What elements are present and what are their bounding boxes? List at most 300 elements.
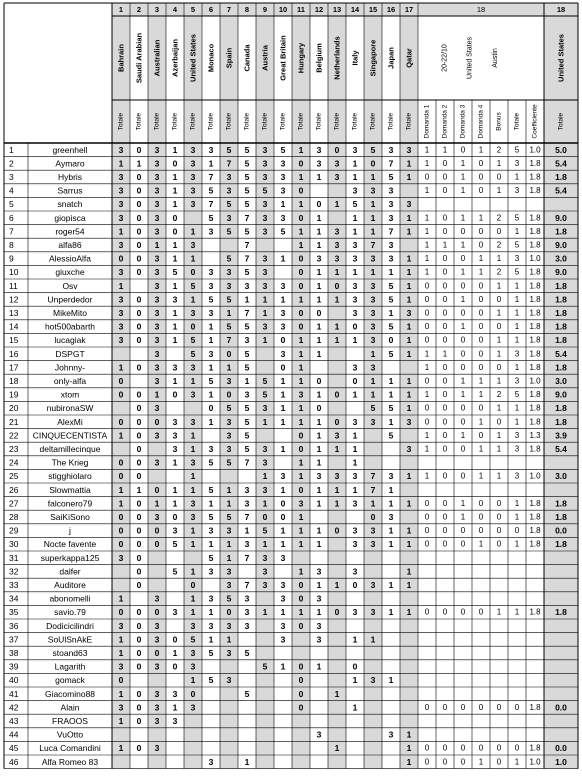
group18-subcol-label: Domanda 4 [477,104,485,139]
race-score: 7 [388,226,394,237]
group18-value: 1 [514,539,520,549]
race-score: 1 [316,212,322,223]
race-score: 1 [298,348,304,359]
race-score: 1 [244,294,250,305]
group18-value: 2 [496,240,502,250]
race-score: 1 [316,580,322,590]
race-score: 3 [154,267,160,278]
race-score: 0 [136,240,142,250]
race-score: 1 [370,212,376,223]
race-score: 3 [190,185,196,196]
race-score: 1 [334,580,340,590]
race-score: 5 [244,267,250,278]
group18-value: 1 [496,254,502,264]
group18-value: 0 [496,294,502,304]
race-score: 1 [118,743,124,754]
group18-value: 1 [424,390,430,400]
race-score: 3 [190,498,196,509]
group18-value: 1.8 [529,403,541,413]
player-name: falconero79 [47,498,93,509]
player-name: MikeMito [52,308,88,318]
race-score: 3 [388,729,394,740]
race-score: 1 [370,498,376,509]
race-score: 0 [136,389,142,400]
race-score: 0 [388,335,394,346]
round-number: 18 [556,5,566,14]
race-score: 5 [244,321,250,332]
race-score: 5 [244,348,250,359]
race-score: 3 [190,240,196,250]
race-score: 7 [244,308,250,318]
group18-value: 1 [478,267,484,277]
race-score: 1 [352,675,358,686]
race-score: 1 [406,525,412,536]
player-name: The Krieg [51,457,89,468]
race-score: 0 [118,389,124,400]
group18-value: 0 [478,335,484,345]
race-score: 0 [136,498,142,509]
race-score: 3 [262,457,268,468]
race-score: 3 [280,620,286,631]
race-score: 3 [388,199,394,210]
group18-value: 0 [496,512,502,522]
race-score: 1 [226,308,232,318]
group18-value: 1 [514,308,520,318]
group18-value: 0 [442,294,448,304]
final-total: 3.0 [555,376,567,386]
race-score: 3 [208,566,214,577]
race-score: 3 [370,539,376,550]
player-name: only-alfa [53,376,87,386]
group18-value: 1 [424,254,430,264]
row-number: 1 [9,144,14,155]
race-score: 1 [190,376,196,386]
round-number: 9 [262,5,268,14]
race-score: 0 [136,648,142,658]
group18-value: 0 [496,757,502,767]
group18-value: 0 [478,281,484,291]
race-score: 5 [190,280,196,291]
race-score: 3 [280,172,286,182]
race-score: 3 [208,280,214,291]
player-name: SoUlSnAkE [47,634,93,645]
race-score: 3 [226,212,232,223]
race-score: 1 [406,389,412,400]
round-number: 3 [154,5,160,14]
race-score: 3 [208,525,214,536]
totale-label: Totale [351,112,359,131]
group18-value: 0 [460,349,466,359]
row-number: 32 [9,566,19,577]
race-score: 3 [190,661,196,672]
race-score: 1 [316,172,322,182]
race-score: 3 [172,294,178,305]
race-score: 0 [316,376,322,386]
row-number: 43 [9,716,19,726]
race-score: 3 [262,566,268,577]
race-score: 0 [190,267,196,278]
race-score: 3 [226,172,232,182]
race-score: 1 [136,158,142,169]
race-score: 1 [118,498,124,509]
race-score: 3 [226,525,232,536]
race-score: 3 [316,158,322,169]
race-score: 5 [226,457,232,468]
player-name: Giacomino88 [44,688,96,699]
race-score: 3 [334,172,340,182]
row-number: 40 [9,675,19,686]
race-score: 0 [226,607,232,618]
group18-value: 1.8 [529,526,541,536]
final-total: 1.8 [555,607,567,618]
race-score: 1 [298,416,304,427]
group18-value: 1 [496,186,502,196]
round-number: 5 [190,5,196,14]
race-score: 1 [298,607,304,618]
group18-value: 1.8 [529,186,541,196]
race-score: 3 [226,580,232,590]
race-score: 1 [334,267,340,278]
race-score: 3 [244,593,250,604]
row-number: 39 [9,661,19,672]
final-total: 5.4 [555,185,567,196]
race-score: 1 [190,444,196,454]
row-number: 46 [9,756,19,767]
race-score: 1 [370,172,376,182]
race-score: 1 [280,661,286,672]
race-score: 1 [406,580,412,590]
group18-value: 1 [514,607,520,617]
group18-value: 0 [478,158,484,168]
race-score: 3 [118,321,124,332]
group18-value: 3 [514,349,520,359]
group18-value: 1.0 [529,145,541,155]
player-name: Johnny- [54,362,86,373]
race-score: 3 [280,348,286,359]
race-score: 3 [370,675,376,686]
race-score: 0 [352,580,358,590]
race-score: 3 [190,362,196,373]
race-score: 0 [136,539,142,550]
group18-value: 0 [442,743,448,753]
group18-value: 1 [478,254,484,264]
race-score: 3 [352,240,358,250]
race-score: 3 [262,321,268,332]
race-score: 3 [226,620,232,631]
totale-label: Totale [297,112,305,131]
race-score: 3 [262,484,268,495]
race-score: 0 [280,362,286,373]
row-number: 25 [9,471,19,482]
race-score: 1 [190,430,196,441]
race-score: 1 [298,294,304,305]
group18-value: 1.8 [529,294,541,304]
group18-value: 1 [460,267,466,277]
race-score: 1 [316,457,322,468]
race-score: 1 [298,512,304,522]
group18-value: 0 [478,702,484,712]
race-score: 3 [154,661,160,672]
race-score: 3 [280,212,286,223]
race-score: 3 [280,593,286,604]
final-total: 9.0 [555,389,567,400]
group18-subcol-label: Domanda 2 [441,104,449,139]
race-score: 1 [406,539,412,550]
group18-value: 0 [442,444,448,454]
player-name: j [69,525,71,536]
row-number: 8 [9,240,14,250]
race-score: 5 [208,212,214,223]
player-name: Aymaro [55,158,85,169]
race-score: 3 [352,185,358,196]
race-score: 1 [190,484,196,495]
race-score: 5 [388,403,394,414]
race-score: 0 [352,661,358,672]
race-score: 1 [190,593,196,604]
race-score: 3 [118,335,124,346]
group18-value: 0 [496,498,502,508]
race-score: 0 [298,253,304,264]
race-score: 0 [352,376,358,386]
race-score: 1 [298,539,304,550]
race-score: 1 [316,267,322,278]
group18-value: 0 [424,335,430,345]
group18-value: 1.8 [529,349,541,359]
race-score: 3 [370,308,376,318]
group18-value: 0 [460,702,466,712]
player-name: dalfer [59,566,81,577]
group18-value: 1 [424,158,430,168]
race-score: 3 [154,253,160,264]
race-score: 1 [388,675,394,686]
group18-value: 1 [514,226,520,236]
race-score: 3 [190,158,196,169]
final-total: 5.0 [555,144,567,155]
race-score: 0 [262,512,268,522]
race-score: 5 [226,253,232,264]
race-score: 1 [370,634,376,645]
race-score: 1 [226,498,232,509]
race-score: 0 [136,444,142,454]
race-score: 0 [118,539,124,550]
race-score: 1 [406,471,412,482]
row-number: 5 [9,199,14,210]
row-number: 41 [9,688,19,699]
race-score: 1 [262,471,268,482]
totale-label: Totale [225,112,233,131]
race-score: 1 [406,172,412,182]
final-total: 0.0 [555,525,567,536]
group18-value: 0 [478,240,484,250]
race-score: 0 [334,280,340,291]
player-name: Nocte favente [43,539,97,550]
race-score: 1 [370,389,376,400]
group18-city: Austin [491,48,499,68]
race-score: 1 [406,607,412,618]
totale-label: Totale [405,112,413,131]
race-score: 3 [262,280,268,291]
race-score: 5 [280,226,286,237]
race-score: 3 [208,226,214,237]
race-score: 3 [352,294,358,305]
race-score: 5 [190,335,196,346]
race-score: 7 [370,240,376,250]
race-score: 3 [334,253,340,264]
race-score: 0 [136,267,142,278]
race-score: 5 [172,539,178,550]
race-score: 0 [298,212,304,223]
race-score: 3 [406,144,412,155]
group18-value: 5 [514,213,520,223]
race-score: 3 [406,199,412,210]
race-score: 0 [334,416,340,427]
race-score: 3 [118,185,124,196]
race-score: 3 [262,199,268,210]
round-number: 4 [172,5,178,14]
group18-value: 0 [460,743,466,753]
race-score: 1 [352,158,358,169]
race-score: 1 [208,362,214,373]
row-number: 4 [9,185,14,196]
race-score: 1 [208,416,214,427]
final-total: 1.8 [555,498,567,509]
race-score: 3 [370,253,376,264]
race-score: 1 [208,634,214,645]
race-score: 1 [172,144,178,155]
race-score: 1 [190,539,196,550]
race-score: 0 [118,607,124,618]
group18-value: 1 [424,444,430,454]
group18-value: 0 [460,403,466,413]
race-score: 1 [316,484,322,495]
group18-value: 1 [478,471,484,481]
race-score: 3 [172,716,178,726]
group18-value: 1 [514,757,520,767]
race-score: 3 [370,321,376,332]
race-score: 1 [298,199,304,210]
group18-value: 0 [424,498,430,508]
group18-value: 1.8 [529,539,541,549]
race-score: 3 [226,376,232,386]
group18-value: 5 [514,390,520,400]
player-name: AlessioAlfa [48,253,92,264]
group18-value: 1.8 [529,390,541,400]
race-score: 1 [388,580,394,590]
group18-value: 0 [442,254,448,264]
group18-value: 0 [496,322,502,332]
group18-value: 0 [424,308,430,318]
race-name: Japan [386,47,396,69]
race-score: 3 [154,634,160,645]
row-number: 23 [9,444,19,454]
race-score: 1 [316,525,322,536]
race-score: 0 [298,675,304,686]
race-score: 3 [118,267,124,278]
race-score: 3 [298,389,304,400]
race-score: 1 [406,253,412,264]
race-score: 3 [190,389,196,400]
race-score: 1 [226,552,232,563]
race-score: 0 [136,566,142,577]
player-name: nubironaSW [46,403,94,414]
race-score: 3 [388,512,394,522]
race-score: 1 [118,593,124,604]
race-score: 0 [172,661,178,672]
race-score: 1 [172,498,178,509]
race-score: 3 [154,199,160,210]
race-score: 1 [388,525,394,536]
group18-value: 0 [460,226,466,236]
race-score: 1 [118,484,124,495]
race-score: 1 [172,335,178,346]
group18-value: 3 [514,430,520,440]
race-score: 1 [406,212,412,223]
race-name: Great Britain [278,35,288,81]
race-score: 3 [154,280,160,291]
race-score: 0 [118,457,124,468]
race-score: 1 [298,403,304,414]
race-score: 3 [226,280,232,291]
race-score: 1 [118,430,124,441]
race-score: 3 [388,212,394,223]
race-score: 1 [172,376,178,386]
player-name: SaiKiSono [50,512,90,522]
race-score: 1 [388,498,394,509]
race-score: 3 [118,620,124,631]
group18-value: 0 [478,308,484,318]
race-score: 7 [208,199,214,210]
group18-value: 1 [478,417,484,427]
race-score: 3 [370,185,376,196]
final-total: 3.9 [555,430,567,441]
group18-value: 1 [478,145,484,155]
group18-value: 1.8 [529,512,541,522]
race-score: 3 [262,226,268,237]
race-score: 0 [298,620,304,631]
race-score: 5 [388,430,394,441]
group18-value: 1.8 [529,267,541,277]
group18-value: 0 [442,376,448,386]
race-score: 1 [190,675,196,686]
group18-value: 1.8 [529,335,541,345]
player-name: AlexMi [57,416,83,427]
race-score: 3 [370,607,376,618]
race-score: 7 [208,172,214,182]
row-number: 37 [9,634,19,645]
race-score: 0 [316,308,322,318]
group18-value: 0 [442,186,448,196]
group18-value: 0 [460,254,466,264]
row-number: 17 [9,362,19,373]
race-score: 3 [388,471,394,482]
race-score: 5 [244,144,250,155]
totale-label: Totale [387,112,395,131]
player-name: xtom [60,389,80,400]
race-score: 1 [334,335,340,346]
group18-value: 1.8 [529,444,541,454]
race-score: 3 [262,552,268,563]
race-score: 1 [316,226,322,237]
race-score: 3 [154,743,160,754]
race-score: 7 [226,158,232,169]
group18-value: 2 [496,267,502,277]
race-score: 3 [226,648,232,658]
race-score: 1 [208,389,214,400]
group18-value: 0 [424,743,430,753]
race-score: 3 [370,580,376,590]
round-number: 10 [278,5,288,14]
race-score: 7 [226,335,232,346]
